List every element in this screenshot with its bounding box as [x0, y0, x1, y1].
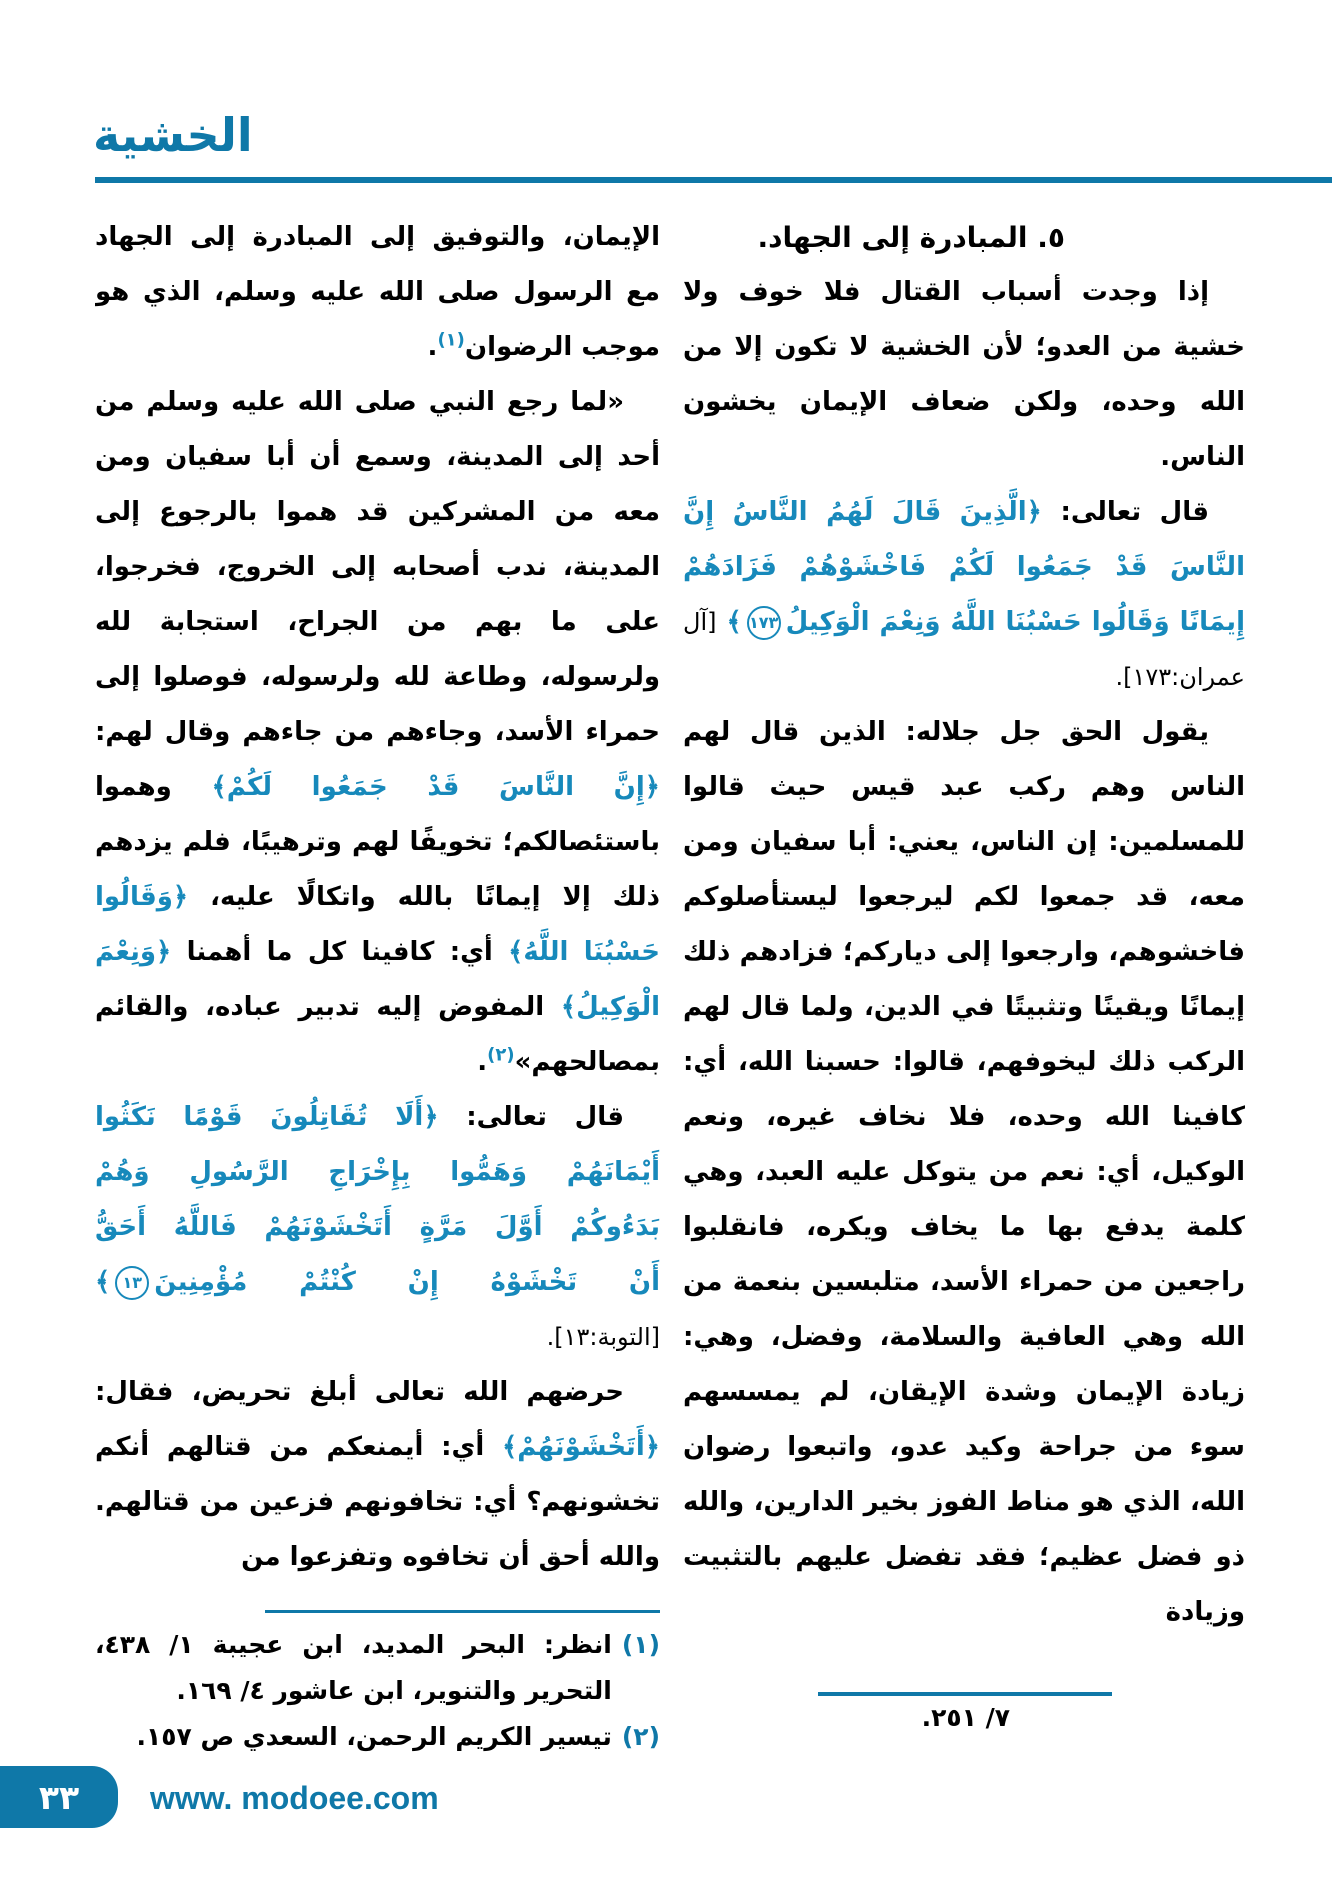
ayah-number-medallion: ١٣ [115, 1266, 149, 1300]
footnote-separator [818, 1692, 1112, 1696]
paragraph-text: حرضهم الله تعالى أبلغ تحريض، فقال: [95, 1377, 624, 1407]
quran-inline: ﴿وَقَالُوا حَسْبُنَا اللَّهُ﴾ [95, 882, 660, 967]
header-rule [95, 177, 1332, 183]
quran-close-bracket-icon: ﴾ [726, 607, 742, 637]
quran-paragraph [683, 485, 1245, 705]
footnote-number: (١) [621, 1630, 660, 1659]
quran-inline: ﴿إِنَّ النَّاسَ قَدْ جَمَعُوا لَكُمْ﴾ [211, 772, 660, 802]
footnote-item [95, 1714, 660, 1760]
paragraph-text: المفوض إليه تدبير عباده، والقائم بمصالحهم» [95, 992, 660, 1077]
footnote-marker: (٢) [487, 1044, 515, 1066]
quran-inline: ﴿أَتَخْشَوْنَهُمْ﴾ [502, 1432, 660, 1462]
quran-intro: قال تعالى: [1060, 497, 1209, 527]
footnote-text: تيسير الكريم الرحمن، السعدي ص ١٥٧. [136, 1722, 612, 1751]
paragraph-text: «لما رجع النبي صلى الله عليه وسلم من أحد إلى المدينة، وسمع أن أبا سفيان ومن معه من المشركين قد هموا بالرجوع إلى المدينة، ندب أصحابه إلى الخروج، فخرجوا، على ما بهم من الجراح، استجابة لله ولرسوله، وطاعة لله ولرسوله، فوصلوا إلى حمراء الأسد، وجاءهم من جاءهم وقال لهم: [95, 387, 660, 747]
book-title-logo: الخشية [93, 108, 253, 162]
page-number: ٣٣ [38, 1777, 80, 1817]
page-number-tab [0, 1766, 118, 1828]
paragraph [95, 375, 660, 1090]
footnotes-section [95, 1622, 660, 1760]
left-column [95, 210, 660, 1605]
right-column [683, 210, 1245, 1685]
footnote-number: (٢) [621, 1722, 660, 1751]
paragraph-text: وهموا باستئصالكم؛ تخويفًا لهم وترهيبًا، فلم يزدهم ذلك إلا إيمانًا بالله واتكالًا عليه، [95, 772, 660, 912]
footnote-continuation: ٧/ ٢٥١. [921, 1703, 1010, 1732]
paragraph: إذا وجدت أسباب القتال فلا خوف ولا خشية من العدو؛ لأن الخشية لا تكون إلا من الله وحده، ولكن ضعاف الإيمان يخشون الناس. [683, 277, 1245, 472]
paragraph-text: . [477, 1047, 488, 1077]
section-heading: ٥. المبادرة إلى الجهاد. [757, 221, 1065, 254]
quran-inline: ﴿وَنِعْمَ الْوَكِيلُ﴾ [95, 937, 660, 1022]
quran-reference: [التوبة:١٣]. [546, 1323, 660, 1351]
website-link[interactable]: www. modoee.com [150, 1780, 439, 1816]
quran-close-bracket-icon: ﴾ [95, 1267, 111, 1297]
paragraph: يقول الحق جل جلاله: الذين قال لهم الناس وهم ركب عبد قيس حيث قالوا للمسلمين: إن الناس، يعني: أبا سفيان ومن معه، قد جمعوا لكم ليرجعوا ليستأصلوكم فاخشوهم، وارجعوا إلى دياركم؛ فزادهم ذلك إيمانًا ويقينًا وتثبيتًا في الدين، ولما قال لهم الركب ذلك ليخوفهم، قالوا: حسبنا الله، أي: كافينا الله وحده، فلا نخاف غيره، ونعم الوكيل، أي: نعم من يتوكل عليه العبد، وهي كلمة يدفع بها ما يخاف ويكره، فانقلبوا راجعين من حمراء الأسد، متلبسين بنعمة من الله وهي العافية والسلامة، وفضل، وهي: زيادة الإيمان وشدة الإيقان، لم يمسسهم سوء من جراحة وكيد عدو، واتبعوا رضوان الله، الذي هو مناط الفوز بخير الدارين، والله ذو فضل عظيم؛ فقد تفضل عليهم بالتثبيت وزيادة [683, 717, 1245, 1627]
ayah-number-medallion: ١٧٣ [747, 606, 781, 640]
paragraph-text: الإيمان، والتوفيق إلى المبادرة إلى الجهاد مع الرسول صلى الله عليه وسلم، الذي هو موجب الرضوان [95, 222, 660, 362]
quran-verse: ﴿الَّذِينَ قَالَ لَهُمُ النَّاسُ إِنَّ النَّاسَ قَدْ جَمَعُوا لَكُمْ فَاخْشَوْهُمْ فَزَادَهُمْ إِيمَانًا وَقَالُوا حَسْبُنَا اللَّهُ وَنِعْمَ الْوَكِيلُ [683, 497, 1245, 637]
quran-verse: ﴿أَلَا تُقَاتِلُونَ قَوْمًا نَكَثُوا أَيْمَانَهُمْ وَهَمُّوا بِإِخْرَاجِ الرَّسُولِ وَهُمْ بَدَءُوكُمْ أَوَّلَ مَرَّةٍ أَتَخْشَوْنَهُمْ فَاللَّهُ أَحَقُّ أَنْ تَخْشَوْهُ إِنْ كُنْتُمْ مُؤْمِنِينَ [95, 1102, 660, 1297]
footnote-marker: (١) [437, 329, 465, 351]
footnote-separator [265, 1610, 660, 1613]
paragraph [95, 210, 660, 375]
paragraph [95, 1365, 660, 1585]
quran-paragraph [95, 1090, 660, 1365]
quran-reference: [آل عمران:١٧٣]. [683, 608, 1245, 691]
quran-intro: قال تعالى: [466, 1102, 624, 1132]
paragraph-text: . [427, 332, 438, 362]
footnote-item [95, 1622, 660, 1714]
footnote-text: انظر: البحر المديد، ابن عجيبة ١/ ٤٣٨، التحرير والتنوير، ابن عاشور ٤/ ١٦٩. [95, 1630, 612, 1705]
paragraph-text: أي: أيمنعكم من قتالهم أنكم تخشونهم؟ أي: تخافونهم فزعين من قتالهم. والله أحق أن تخافوه وتفزعوا من [95, 1432, 660, 1572]
paragraph-text: أي: كافينا كل ما أهمنا [186, 937, 493, 967]
